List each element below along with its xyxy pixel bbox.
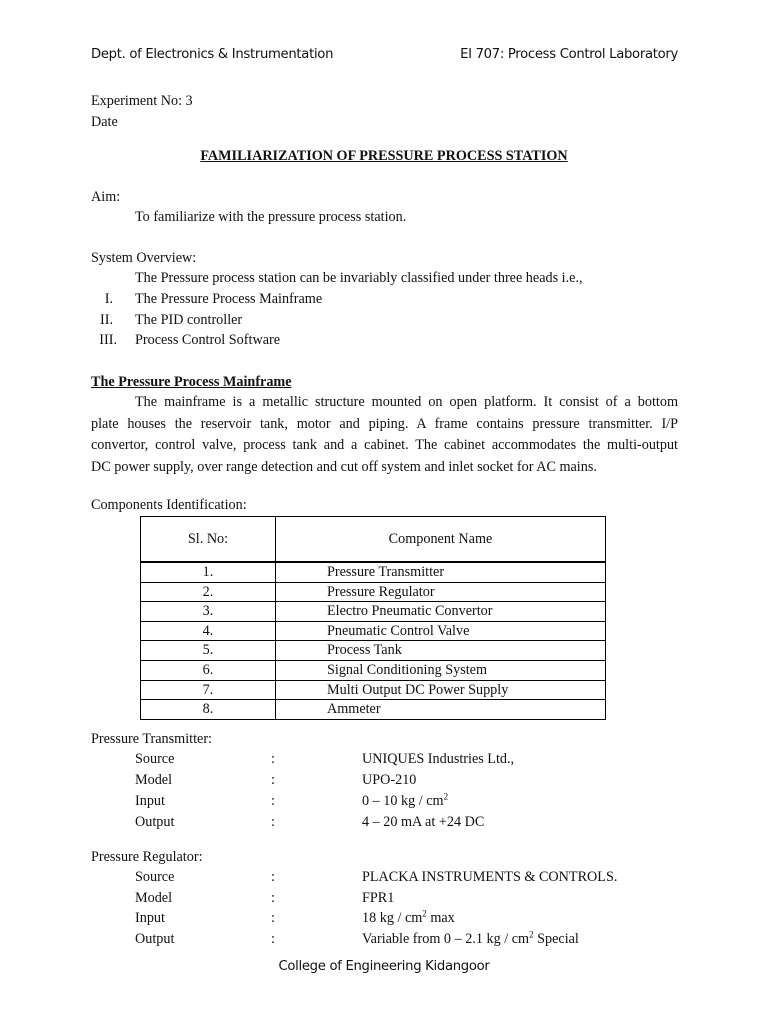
spec-value-text: 18 kg / cm [362,910,423,926]
paragraph-line: convertor, control valve, process tank and a cabinet. The cabinet accommodates the multi-output [91,437,678,453]
spec-key: Output [135,814,175,830]
table-cell-sl: 7. [141,680,276,700]
table-cell-name: Signal Conditioning System [276,660,606,680]
table-row [141,621,606,641]
table-row [141,700,606,720]
list-item-number: II. [100,312,113,328]
spec-value-text: 0 – 10 kg / cm [362,793,444,809]
table-header-row [141,517,606,563]
list-item-number: I. [104,291,113,307]
table-cell-sl: 1. [141,562,276,582]
spec-key: Source [135,869,175,885]
spec-value [362,910,455,927]
table-cell-name: Ammeter [276,700,606,720]
column-header-component-name: Component Name [276,517,606,563]
spec-key: Model [135,890,173,906]
date-label: Date [91,114,118,130]
list-item: The PID controller [135,312,243,328]
spec-value: 4 – 20 mA at +24 DC [362,814,485,830]
table-cell-name: Pressure Transmitter [276,562,606,582]
table-cell-name: Electro Pneumatic Convertor [276,602,606,622]
spec-value: UPO-210 [362,772,417,788]
spec-separator: : [271,910,275,926]
experiment-number: Experiment No: 3 [91,93,193,109]
spec-key: Source [135,751,175,767]
spec-separator: : [271,793,275,809]
spec-key: Input [135,793,165,809]
aim-text: To familiarize with the pressure process station. [135,209,407,225]
superscript: 2 [529,929,534,940]
table-cell-name: Multi Output DC Power Supply [276,680,606,700]
spec-value [362,931,579,948]
table-row [141,582,606,602]
header-course: EI 707: Process Control Laboratory [460,47,678,62]
list-item-number: III. [99,332,117,348]
overview-label: System Overview: [91,250,197,266]
table-cell-sl: 5. [141,641,276,661]
table-cell-name: Process Tank [276,641,606,661]
table-cell-name: Pressure Regulator [276,582,606,602]
table-cell-sl: 2. [141,582,276,602]
spec-separator: : [271,772,275,788]
spec-key: Output [135,931,175,947]
page-footer: College of Engineering Kidangoor [278,959,490,974]
page-title: FAMILIARIZATION OF PRESSURE PROCESS STATION [200,148,568,164]
list-item: Process Control Software [135,332,281,348]
table-row [141,680,606,700]
aim-label: Aim: [91,189,121,205]
spec-value-suffix: max [426,910,455,926]
spec-value-suffix: Special [533,931,579,947]
spec-value: FPR1 [362,890,395,906]
table-cell-sl: 8. [141,700,276,720]
table-row [141,602,606,622]
paragraph-line: DC power supply, over range detection and cut off system and inlet socket for AC mains. [91,458,597,475]
column-header-sl-no: Sl. No: [141,517,276,563]
regulator-label: Pressure Regulator: [91,849,203,865]
paragraph-line: plate houses the reservoir tank, motor and piping. A frame contains pressure transmitter. I/P [91,415,678,432]
spec-value: PLACKA INSTRUMENTS & CONTROLS. [362,869,618,885]
spec-value [362,793,448,810]
table-row [141,660,606,680]
mainframe-paragraph [91,392,678,478]
transmitter-label: Pressure Transmitter: [91,731,212,747]
spec-separator: : [271,751,275,767]
table-cell-sl: 4. [141,621,276,641]
header-dept: Dept. of Electronics & Instrumentation [91,47,334,62]
components-label: Components Identification: [91,497,247,513]
paragraph-line: The mainframe is a metallic structure mounted on open platform. It consist of a bottom [135,394,678,410]
spec-key: Model [135,772,173,788]
table-row [141,641,606,661]
spec-separator: : [271,890,275,906]
spec-key: Input [135,910,165,926]
spec-value-text: Variable from 0 – 2.1 kg / cm [362,931,530,947]
spec-separator: : [271,869,275,885]
superscript: 2 [443,791,449,802]
components-table [140,516,606,720]
superscript: 2 [422,908,427,919]
spec-value: UNIQUES Industries Ltd., [362,751,515,767]
table-cell-sl: 3. [141,602,276,622]
table-cell-sl: 6. [141,660,276,680]
spec-separator: : [271,931,275,947]
table-row [141,562,606,582]
section-heading-mainframe: The Pressure Process Mainframe [91,374,292,390]
spec-separator: : [271,814,275,830]
table-cell-name: Pneumatic Control Valve [276,621,606,641]
list-item: The Pressure Process Mainframe [135,291,323,307]
overview-intro: The Pressure process station can be invariably classified under three heads i.e., [135,270,583,286]
